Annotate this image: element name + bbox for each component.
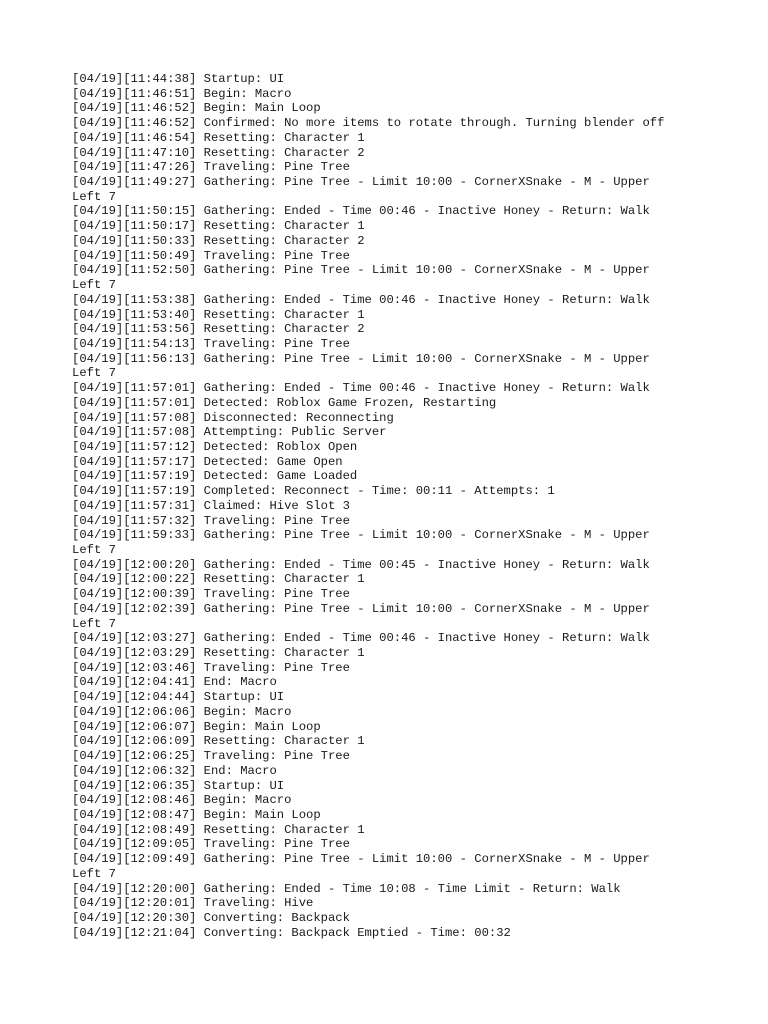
log-line: [04/19][11:46:52] Confirmed: No more items to rotate through. Turning blender off (72, 116, 665, 131)
log-line: [04/19][11:50:17] Resetting: Character 1 (72, 219, 365, 234)
log-line: [04/19][11:57:01] Detected: Roblox Game Frozen, Restarting (72, 395, 497, 410)
log-line: [04/19][11:57:01] Gathering: Ended - Time 00:46 - Inactive Honey - Return: Walk (72, 381, 650, 396)
log-line: [04/19][12:06:32] End: Macro (72, 763, 277, 778)
log-line: [04/19][12:20:30] Converting: Backpack (72, 910, 350, 925)
log-line: [04/19][11:47:10] Resetting: Character 2 (72, 145, 365, 160)
log-line: [04/19][11:57:19] Completed: Reconnect - Time: 00:11 - Attempts: 1 (72, 484, 555, 499)
log-line: [04/19][11:50:49] Traveling: Pine Tree (72, 248, 350, 263)
log-line: Left 7 (72, 543, 116, 557)
log-line: [04/19][11:57:19] Detected: Game Loaded (72, 469, 358, 484)
log-line: [04/19][12:04:44] Startup: UI (72, 690, 285, 705)
log-line: [04/19][12:04:41] End: Macro (72, 675, 277, 690)
log-line: [04/19][12:08:47] Begin: Main Loop (72, 807, 321, 822)
log-line: [04/19][12:00:22] Resetting: Character 1 (72, 572, 365, 587)
log-line: [04/19][12:21:04] Converting: Backpack Emptied - Time: 00:32 (72, 925, 511, 940)
log-line: [04/19][11:59:33] Gathering: Pine Tree - Limit 10:00 - CornerXSnake - M - Upper (72, 528, 650, 543)
log-line: [04/19][11:57:08] Attempting: Public Server (72, 425, 387, 440)
log-line: Left 7 (72, 616, 116, 631)
log-line: [04/19][11:57:08] Disconnected: Reconnecting (72, 410, 394, 425)
log-line: [04/19][12:03:46] Traveling: Pine Tree (72, 660, 350, 675)
log-line: [04/19][11:53:40] Resetting: Character 1 (72, 307, 365, 322)
log-line: Left 7 (72, 189, 116, 204)
log-line: Left 7 (72, 866, 116, 881)
log-line: [04/19][12:09:05] Traveling: Pine Tree (72, 837, 350, 852)
log-line: [04/19][12:02:39] Gathering: Pine Tree - Limit 10:00 - CornerXSnake - M - Upper (72, 601, 650, 616)
log-line: [04/19][12:03:29] Resetting: Character 1 (72, 646, 365, 661)
log-line: [04/19][12:06:09] Resetting: Character 1 (72, 734, 365, 749)
log-line: [04/19][12:08:46] Begin: Macro (72, 793, 292, 808)
log-line: [04/19][11:44:38] Startup: UI (72, 72, 285, 86)
log-line: [04/19][12:06:07] Begin: Main Loop (72, 719, 321, 734)
log-line: [04/19][12:08:49] Resetting: Character 1 (72, 822, 365, 837)
log-line: [04/19][11:57:31] Claimed: Hive Slot 3 (72, 498, 350, 513)
log-line: [04/19][11:53:38] Gathering: Ended - Time 00:46 - Inactive Honey - Return: Walk (72, 292, 650, 307)
log-line: [04/19][12:09:49] Gathering: Pine Tree - Limit 10:00 - CornerXSnake - M - Upper (72, 852, 650, 867)
log-line: [04/19][11:57:12] Detected: Roblox Open (72, 439, 358, 454)
log-line: [04/19][12:00:39] Traveling: Pine Tree (72, 587, 350, 602)
log-line: [04/19][11:49:27] Gathering: Pine Tree - Limit 10:00 - CornerXSnake - M - Upper (72, 175, 650, 190)
log-line: [04/19][11:53:56] Resetting: Character 2 (72, 322, 365, 337)
log-line: [04/19][11:57:17] Detected: Game Open (72, 454, 343, 469)
log-line: [04/19][11:46:52] Begin: Main Loop (72, 101, 321, 116)
log-line: [04/19][11:46:51] Begin: Macro (72, 86, 292, 101)
log-line: [04/19][11:54:13] Traveling: Pine Tree (72, 336, 350, 351)
log-line: [04/19][12:06:35] Startup: UI (72, 778, 285, 793)
log-line: [04/19][12:20:01] Traveling: Hive (72, 896, 314, 911)
log-line: Left 7 (72, 366, 116, 381)
log-text (72, 72, 692, 940)
log-line: [04/19][12:06:25] Traveling: Pine Tree (72, 749, 350, 764)
log-line: [04/19][12:03:27] Gathering: Ended - Time 00:46 - Inactive Honey - Return: Walk (72, 631, 650, 646)
log-line: [04/19][11:46:54] Resetting: Character 1 (72, 130, 365, 145)
log-line: [04/19][11:57:32] Traveling: Pine Tree (72, 513, 350, 528)
log-line: [04/19][11:50:15] Gathering: Ended - Time 00:46 - Inactive Honey - Return: Walk (72, 204, 650, 219)
log-line: [04/19][11:47:26] Traveling: Pine Tree (72, 160, 350, 175)
log-line: [04/19][11:52:50] Gathering: Pine Tree - Limit 10:00 - CornerXSnake - M - Upper (72, 263, 650, 278)
log-line: [04/19][11:56:13] Gathering: Pine Tree - Limit 10:00 - CornerXSnake - M - Upper (72, 351, 650, 366)
log-line: [04/19][12:06:06] Begin: Macro (72, 704, 292, 719)
log-line: [04/19][12:20:00] Gathering: Ended - Time 10:08 - Time Limit - Return: Walk (72, 881, 621, 896)
log-line: [04/19][12:00:20] Gathering: Ended - Time 00:45 - Inactive Honey - Return: Walk (72, 557, 650, 572)
log-line: Left 7 (72, 278, 116, 293)
log-line: [04/19][11:50:33] Resetting: Character 2 (72, 233, 365, 248)
